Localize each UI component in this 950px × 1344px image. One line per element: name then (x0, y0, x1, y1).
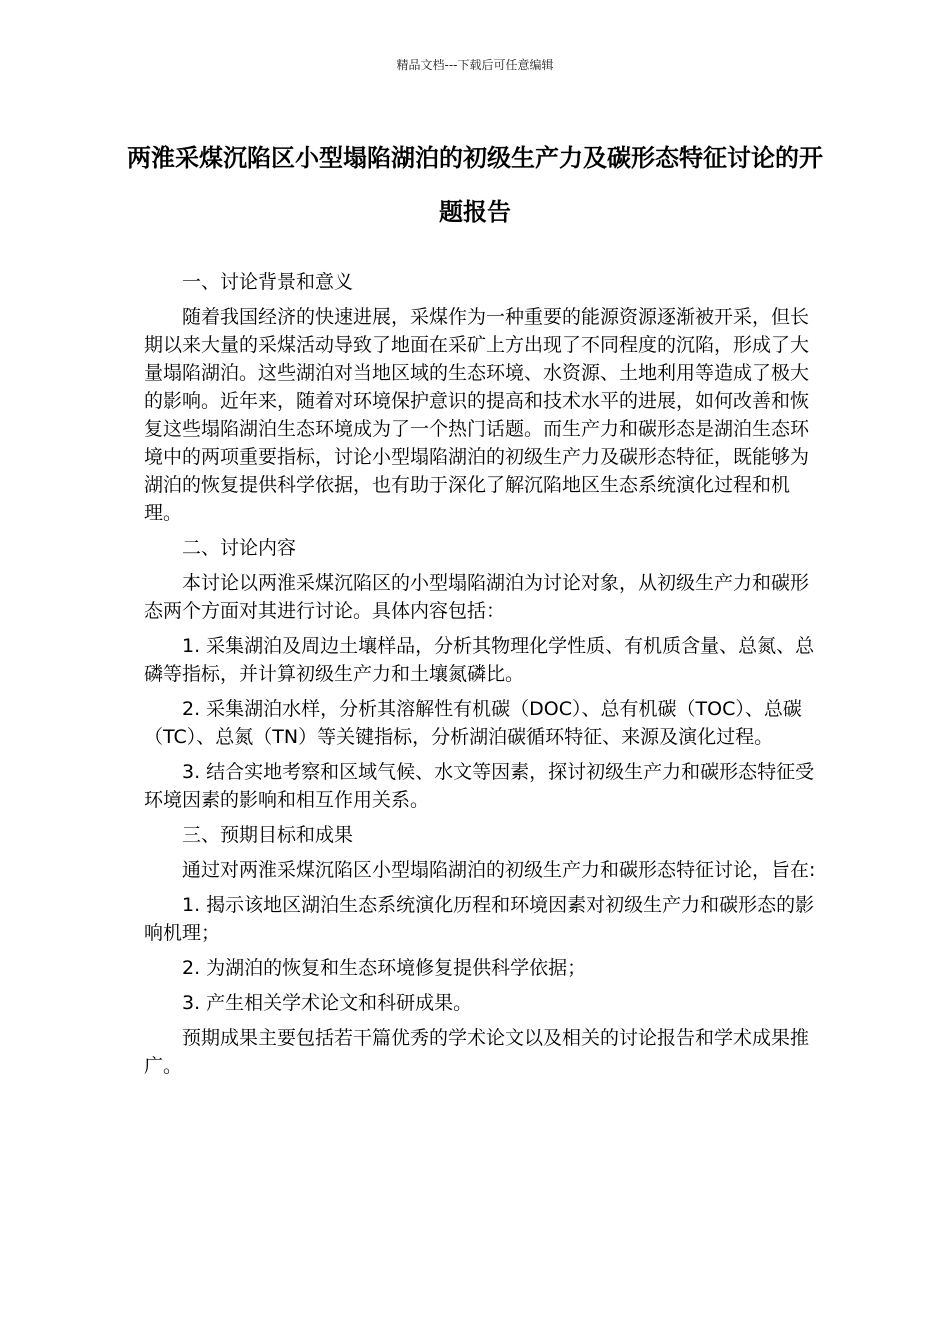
paragraph-expected-results: 预期成果主要包括若干篇优秀的学术论文以及相关的讨论报告和学术成果推广。 (144, 1027, 810, 1077)
paragraph-background: 随着我国经济的快速进展，采煤作为一种重要的能源资源逐渐被开采，但长期以来大量的采煤活动导致了地面在采矿上方出现了不同程度的沉陷，形成了大量塌陷湖泊。这些湖泊对当地区域的生态环境、水资源、土地利用等造成了极大的影响。近年来，随着对环境保护意识的提高和技术水平的进展，如何改善和恢复这些塌陷湖泊生态环境成为了一个热门话题。而生产力和碳形态是湖泊生态环境中的两项重要指标，讨论小型塌陷湖泊的初级生产力及碳形态特征，既能够为湖泊的恢复提供科学依据，也有助于深化了解沉陷地区生态系统演化过程和机理。 (144, 306, 810, 524)
section-heading-goals: 三、预期目标和成果 (182, 824, 354, 846)
section-heading-content: 二、讨论内容 (182, 537, 297, 559)
list-item-content-1: 1. 采集湖泊及周边土壤样品，分析其物理化学性质、有机质含量、总氮、总磷等指标，并计算初级生产力和土壤氮磷比。 (144, 635, 815, 685)
list-item-content-3: 3. 结合实地考察和区域气候、水文等因素，探讨初级生产力和碳形态特征受环境因素的影响和相互作用关系。 (144, 761, 815, 811)
list-item-goals-3: 3. 产生相关学术论文和科研成果。 (182, 992, 473, 1014)
list-item-goals-1: 1. 揭示该地区湖泊生态系统演化历程和环境因素对初级生产力和碳形态的影响机理； (144, 894, 815, 944)
page-header: 精品文档---下载后可任意编辑 (396, 58, 554, 72)
paragraph-content-intro: 本讨论以两淮采煤沉陷区的小型塌陷湖泊为讨论对象，从初级生产力和碳形态两个方面对其进行讨论。具体内容包括： (144, 572, 810, 622)
paragraph-goals-intro: 通过对两淮采煤沉陷区小型塌陷湖泊的初级生产力和碳形态特征讨论，旨在: (182, 859, 816, 881)
document-body (144, 268, 824, 1087)
document-title: 两淮采煤沉陷区小型塌陷湖泊的初级生产力及碳形态特征讨论的开题报告 (127, 144, 823, 226)
section-heading-background: 一、讨论背景和意义 (182, 271, 354, 293)
list-item-goals-2: 2. 为湖泊的恢复和生态环境修复提供科学依据； (182, 957, 587, 979)
list-item-content-2: 2. 采集湖泊水样，分析其溶解性有机碳（DOC）、总有机碳（TOC）、总碳（TC）、总氮（TN）等关键指标，分析湖泊碳循环特征、来源及演化过程。 (144, 698, 802, 748)
